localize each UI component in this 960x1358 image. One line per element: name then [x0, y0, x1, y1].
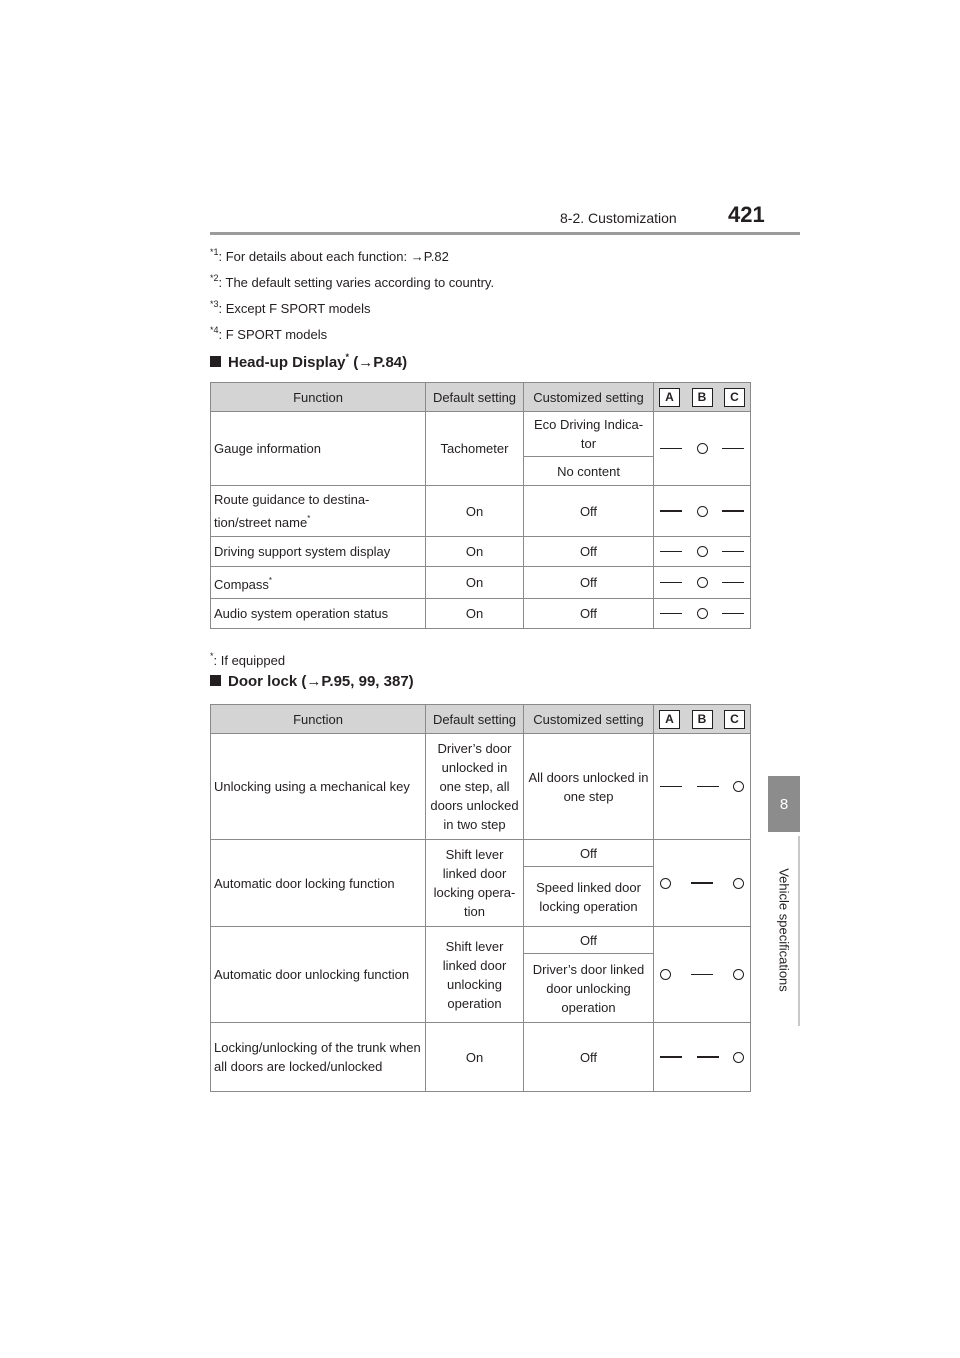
custom-cell: Off [524, 486, 654, 537]
circle-icon [733, 878, 744, 889]
dash-icon [722, 448, 744, 450]
table-row [211, 486, 751, 537]
default-cell: Shift lever linked door locking opera-tion [426, 840, 524, 927]
dash-icon [722, 510, 744, 512]
footnote [210, 322, 327, 343]
footnote-mark: * [307, 514, 311, 523]
dash-icon [660, 1056, 682, 1058]
function-cell: Automatic door locking function [211, 840, 426, 927]
column-header-custom: Customized setting [524, 705, 654, 734]
letter-box-b: B [692, 710, 713, 729]
circle-icon [697, 546, 708, 557]
square-bullet-icon [210, 675, 221, 686]
circle-icon [733, 969, 744, 980]
default-cell: On [426, 567, 524, 599]
column-header-default: Default setting [426, 383, 524, 412]
custom-cell: All doors unlocked in one step [524, 734, 654, 840]
dash-icon [660, 448, 682, 450]
abc-cell [654, 840, 751, 927]
function-cell: Locking/unlocking of the trunk when all doors are locked/unlocked [211, 1023, 426, 1092]
table-row [211, 927, 751, 954]
custom-cell: Off [524, 927, 654, 954]
letter-box-b: B [692, 388, 713, 407]
footnote-text: : For details about each function: →P.82 [218, 249, 449, 264]
default-cell: On [426, 599, 524, 629]
function-cell: Audio system operation status [211, 599, 426, 629]
table-row [211, 537, 751, 567]
hud-heading-text: Head-up Display [228, 354, 346, 371]
custom-cell: Off [524, 599, 654, 629]
door-table [210, 704, 751, 1092]
hud-footnote [210, 648, 285, 669]
chapter-title: Vehicle specifications [776, 868, 792, 992]
dash-icon [697, 786, 719, 788]
footnote-mark: * [268, 576, 273, 585]
page-number: 421 [728, 202, 765, 227]
footnote [210, 296, 370, 317]
abc-cell [654, 1023, 751, 1092]
table-row [211, 1023, 751, 1092]
table-header-row [211, 705, 751, 734]
default-cell: On [426, 537, 524, 567]
function-cell: Automatic door unlocking function [211, 927, 426, 1023]
chapter-tab: 8 [768, 776, 800, 832]
footnote-text: : The default setting varies according to country. [218, 275, 495, 290]
circle-icon [660, 969, 671, 980]
abc-cell [654, 599, 751, 629]
function-cell: Gauge information [211, 412, 426, 486]
dash-icon [691, 974, 713, 976]
footnote-text: : F SPORT models [218, 327, 328, 342]
letter-box-c: C [724, 388, 745, 407]
square-bullet-icon [210, 356, 221, 367]
footnote-mark: *2 [210, 273, 219, 283]
dash-icon [722, 551, 744, 553]
letter-box-a: A [659, 710, 680, 729]
default-cell: On [426, 1023, 524, 1092]
column-header-abc [654, 383, 751, 412]
dash-icon [697, 1056, 719, 1058]
footnote-mark: * [210, 651, 214, 661]
column-header-custom: Customized setting [524, 383, 654, 412]
letter-box-c: C [724, 710, 745, 729]
dash-icon [722, 613, 744, 615]
dash-icon [660, 510, 682, 512]
function-cell [211, 567, 426, 599]
footnote-mark: *1 [210, 247, 219, 257]
custom-cell: No content [524, 457, 654, 486]
custom-cell: Driver’s door linked door unlocking operation [524, 954, 654, 1023]
dash-icon [691, 882, 713, 884]
door-heading-ref: (→P.95, 99, 387) [297, 673, 414, 690]
table-row [211, 734, 751, 840]
circle-icon [697, 577, 708, 588]
default-cell: Shift lever linked door unlocking operation [426, 927, 524, 1023]
circle-icon [733, 781, 744, 792]
default-cell: Tachometer [426, 412, 524, 486]
default-cell: On [426, 486, 524, 537]
dash-icon [660, 786, 682, 788]
column-header-abc [654, 705, 751, 734]
chapter-rule [798, 836, 800, 1026]
function-cell: Driving support system display [211, 537, 426, 567]
hud-heading [210, 352, 407, 371]
footnote-mark: *3 [210, 299, 219, 309]
function-text: Compass [214, 577, 269, 592]
footnote [210, 244, 449, 265]
custom-cell: Eco Driving Indica-tor [524, 412, 654, 457]
circle-icon [697, 506, 708, 517]
door-heading-text: Door lock [228, 673, 298, 690]
default-cell: Driver’s door unlocked in one step, all doors unlocked in two step [426, 734, 524, 840]
dash-icon [660, 582, 682, 584]
footnote [210, 270, 494, 291]
circle-icon [697, 608, 708, 619]
footnote-text: : Except F SPORT models [218, 301, 371, 316]
abc-cell [654, 927, 751, 1023]
circle-icon [697, 443, 708, 454]
letter-box-a: A [659, 388, 680, 407]
hud-heading-ref: (→P.84) [349, 354, 408, 371]
function-text: Route guidance to destina-tion/street name [214, 492, 370, 530]
custom-cell: Off [524, 840, 654, 867]
custom-cell: Off [524, 1023, 654, 1092]
door-heading [210, 673, 414, 690]
column-header-function: Function [211, 705, 426, 734]
custom-cell: Speed linked door locking operation [524, 867, 654, 927]
custom-cell: Off [524, 537, 654, 567]
abc-cell [654, 567, 751, 599]
abc-cell [654, 537, 751, 567]
footnote-mark: *4 [210, 325, 219, 335]
dash-icon [660, 551, 682, 553]
header-rule [210, 232, 800, 235]
footnote-text: : If equipped [213, 653, 286, 668]
column-header-default: Default setting [426, 705, 524, 734]
table-header-row [211, 383, 751, 412]
section-title: 8-2. Customization [560, 210, 677, 226]
circle-icon [660, 878, 671, 889]
abc-cell [654, 486, 751, 537]
table-row [211, 840, 751, 867]
dash-icon [722, 582, 744, 584]
function-cell: Unlocking using a mechanical key [211, 734, 426, 840]
column-header-function: Function [211, 383, 426, 412]
table-row [211, 567, 751, 599]
table-row [211, 412, 751, 457]
hud-heading-mark: * [345, 352, 350, 362]
abc-cell [654, 412, 751, 486]
custom-cell: Off [524, 567, 654, 599]
hud-table [210, 382, 751, 629]
function-cell [211, 486, 426, 537]
dash-icon [660, 613, 682, 615]
table-row [211, 599, 751, 629]
abc-cell [654, 734, 751, 840]
circle-icon [733, 1052, 744, 1063]
